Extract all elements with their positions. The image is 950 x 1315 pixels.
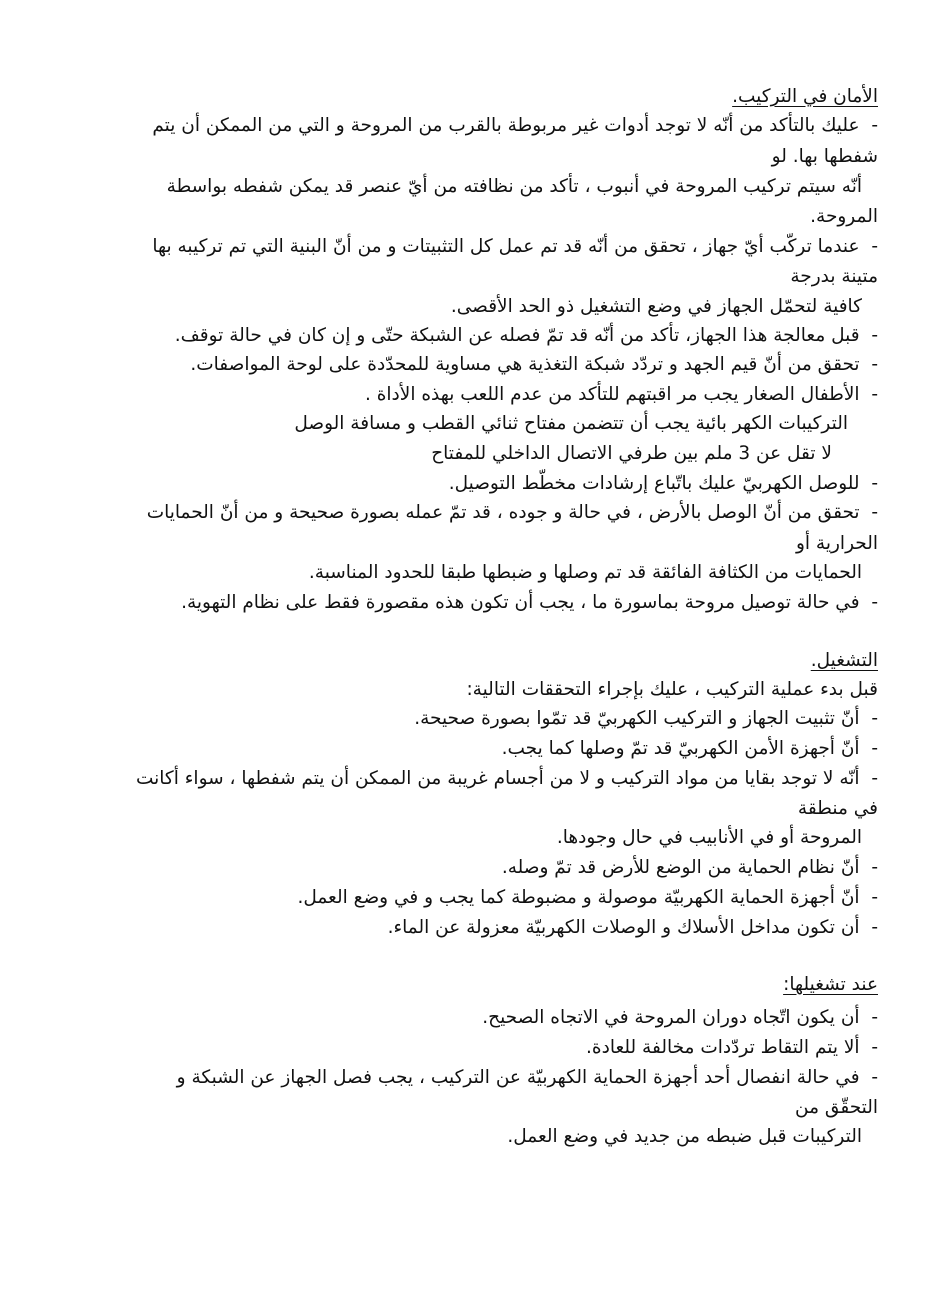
- text-line: التركيبات الكهر بائية يجب أن تتضمن مفتاح ثنائي القطب و مسافة الوصل: [294, 413, 848, 434]
- section-heading-operation: التشغيل.: [810, 650, 878, 671]
- text-line: لا تقل عن 3 ملم بين طرفي الاتصال الداخلي للمفتاح: [431, 443, 832, 464]
- text-line: الحمايات من الكثافة الفائقة قد تم وصلها و ضبطها طبقا للحدود المناسبة.: [308, 562, 862, 583]
- text-line: متينة بدرجة: [790, 266, 878, 287]
- section-heading-running: عند تشغيلها:: [783, 974, 878, 995]
- text-line: في منطقة: [797, 798, 878, 819]
- text-line: - أنّ أجهزة الأمن الكهربيّ قد تمّ وصلها كما يجب.: [502, 736, 878, 762]
- text-line: - أنّ نظام الحماية من الوضع للأرض قد تمّ وصله.: [502, 855, 878, 881]
- text-line: - أنّه لا توجد بقايا من مواد التركيب و لا من أجسام غريبة من الممكن أن يتم شفطها ، سواء أكانت: [136, 766, 878, 792]
- text-line: أنّه سيتم تركيب المروحة في أنبوب ، تأكد من نظافته من أيّ عنصر قد يمكن شفطه بواسطة: [166, 176, 862, 197]
- text-line: - تحقق من أنّ قيم الجهد و تردّد شبكة التغذية هي مساوية للمحدّدة على لوحة المواصفات.: [190, 352, 878, 378]
- text-line: المروحة أو في الأنابيب في حال وجودها.: [556, 827, 862, 848]
- text-line: شفطها بها. لو: [771, 146, 878, 167]
- text-line: - أن يكون اتّجاه دوران المروحة في الاتجاه الصحيح.: [482, 1005, 878, 1031]
- text-line: - في حالة توصيل مروحة بماسورة ما ، يجب أن تكون هذه مقصورة فقط على نظام التهوية.: [181, 590, 878, 616]
- text-line: - في حالة انفصال أحد أجهزة الحماية الكهربيّة عن التركيب ، يجب فصل الجهاز عن الشبكة و: [177, 1065, 878, 1091]
- text-line: - تحقق من أنّ الوصل بالأرض ، في حالة و جوده ، قد تمّ عمله بصورة صحيحة و من أنّ الحمايات: [147, 500, 878, 526]
- text-line: التركيبات قبل ضبطه من جديد في وضع العمل.: [507, 1126, 862, 1147]
- text-line: - الأطفال الصغار يجب مر اقبتهم للتأكد من عدم اللعب بهذه الأداة .: [365, 382, 878, 408]
- text-line: - ألا يتم التقاط تردّدات مخالفة للعادة.: [586, 1035, 878, 1061]
- text-line: كافية لتحمّل الجهاز في وضع التشغيل ذو الحد الأقصى.: [450, 296, 862, 317]
- text-line: - عندما تركّب أيّ جهاز ، تحقق من أنّه قد تم عمل كل التثبيتات و من أنّ البنية التي تم تركيبه بها: [152, 234, 878, 260]
- text-line: - أن تكون مداخل الأسلاك و الوصلات الكهربيّة معزولة عن الماء.: [388, 915, 878, 941]
- text-line: - قبل معالجة هذا الجهاز، تأكد من أنّه قد تمّ فصله عن الشبكة حتّى و إن كان في حالة توقف.: [175, 323, 878, 349]
- text-line: التحقّق من: [795, 1097, 878, 1118]
- text-line: قبل بدء عملية التركيب ، عليك بإجراء التحققات التالية:: [466, 679, 878, 700]
- text-line: - أنّ أجهزة الحماية الكهربيّة موصولة و مضبوطة كما يجب و في وضع العمل.: [297, 885, 878, 911]
- text-line: - أنّ تثبيت الجهاز و التركيب الكهربيّ قد تمّوا بصورة صحيحة.: [414, 706, 878, 732]
- text-line: - عليك بالتأكد من أنّه لا توجد أدوات غير مربوطة بالقرب من المروحة و التي من الممكن أن يتم: [152, 113, 878, 139]
- text-line: - للوصل الكهربيّ عليك باتّباع إرشادات مخطّط التوصيل.: [449, 471, 878, 497]
- text-line: المروحة.: [810, 206, 878, 227]
- section-heading-safety: الأمان في التركيب.: [732, 86, 878, 107]
- text-line: الحرارية أو: [795, 533, 878, 554]
